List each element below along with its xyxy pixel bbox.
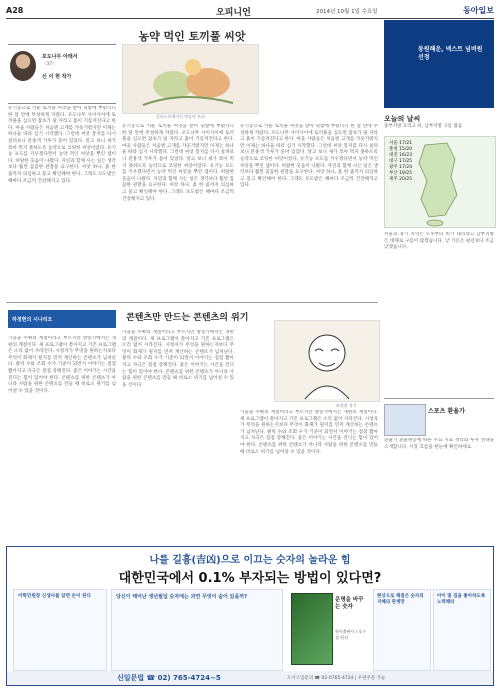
ad-box-3 <box>373 589 431 671</box>
city-item: 부산 19/25 <box>389 171 413 176</box>
eco-body: 환율가 환율변동에 따른 주요 지표 정리와 투자 전략을 소개합니다. 시장 흐름을 한눈에 확인하세요. <box>384 438 494 450</box>
weather-desc: 중부지방 흐리고 비, 남부지방 구름 많음 <box>384 124 463 129</box>
bottom-advertisement <box>6 546 494 686</box>
author-caption: 하정현 작가 <box>336 403 357 408</box>
column2-title: 콘텐츠만 만드는 콘텐츠의 위기 <box>126 313 249 323</box>
author-name: 신 이 현 작가 <box>42 74 72 80</box>
city-item: 춘천 15/20 <box>389 147 413 152</box>
date-line: 2014년 10월 1일 수요일 <box>316 9 378 15</box>
ad-footer <box>7 671 493 685</box>
ad-phone: 신일문법 ☎ 02) 765-4724~5 <box>117 674 221 682</box>
column1-title: 농약 먹인 토끼풀 씨앗 <box>138 30 246 43</box>
column1-body-col3: 유기농으로 키운 토끼풀 씨앗을 받아 뒷밭에 뿌렸더니 한 달 만에 무성하게 자랐다. 포도나무 사이사이에 토끼풀을 심으면 잡초가 덜 자라고 흙이 기름져진다고 한다. 마을 사람들은 처음엔 고개를 갸웃거렸지만 이제는 하나둘 따라 심기 시작했다. 그런데 씨앗 봉지를 다시 살펴보니 분홍색 가루가 묻어 있었다. 알고 보니 새가 쪼아 먹지 못하도록 농약으로 코팅한 씨앗이었다. 유기농 포도를 키우겠다면서 농약 먹인 씨앗을 뿌린 셈이다. 허탈한 웃음이 나왔다. 자연과 함께 사는 일은 생각보다 훨씬 꼼꼼한 관찰을 요구한다. 씨앗 하나, 흙 한 줌까지 의심하고 묻고 확인해야 한다. 그래도 포도밭은 해마다 조금씩 건강해지고 있다. <box>240 124 378 189</box>
ad-box-2 <box>111 589 283 671</box>
divider <box>6 302 378 303</box>
author-illustration <box>274 320 380 402</box>
eco-image <box>384 404 426 436</box>
city-item: 대전 16/23 <box>389 153 413 158</box>
eco-title: 스포츠 환율가 <box>428 408 465 415</box>
ad-box-4 <box>433 589 491 671</box>
book-title: 운명을 바꾸는 숫자 <box>335 597 364 610</box>
city-item: 제주 20/25 <box>389 177 413 182</box>
author-column-name: 포도나무 아래서 <box>42 54 78 60</box>
ad-box-1-title: 이학민원장 신생사를 알면 돈이 된다 <box>18 594 91 599</box>
page-number: A28 <box>6 6 24 15</box>
illustration <box>122 44 259 114</box>
book-author: 학이출판사 / 오수경 편저 <box>335 629 366 640</box>
weather-map <box>384 136 496 228</box>
newspaper-logo: 동아일보 <box>463 6 494 15</box>
ad-subhead: 대한민국에서 0.1% 부자되는 방법이 있다면? <box>118 571 382 586</box>
ad-note: 도서구입문의 ☎ 02-0765-4724 | 우편주문 가능 <box>287 676 386 681</box>
divider <box>384 398 494 399</box>
sidebar <box>384 20 494 540</box>
ad-box-4-title: 아이 및 집을 좋아하도록 노력해라 <box>437 594 486 605</box>
weather-body: 서울과 경기 지역은 오후부터 비가 내리겠고 남부지방은 대체로 구름이 많겠습니다. 낮 기온은 평년보다 조금 낮겠습니다. <box>384 232 494 251</box>
city-item: 광주 17/24 <box>389 165 413 170</box>
author-box <box>8 44 116 104</box>
city-list <box>389 141 412 183</box>
section-title: 오피니언 <box>216 8 251 18</box>
author-photo <box>10 51 36 81</box>
page-header <box>6 4 494 19</box>
column1-body-col2: 유기농으로 키운 토끼풀 씨앗을 받아 뒷밭에 뿌렸더니 한 달 만에 무성하게 자랐다. 포도나무 사이사이에 토끼풀을 심으면 잡초가 덜 자라고 흙이 기름져진다고 한다. 마을 사람들은 처음엔 고개를 갸웃거렸지만 이제는 하나둘 따라 심기 시작했다. 그런데 씨앗 봉지를 다시 살펴보니 분홍색 가루가 묻어 있었다. 알고 보니 새가 쪼아 먹지 못하도록 농약으로 코팅한 씨앗이었다. 유기농 포도를 키우겠다면서 농약 먹인 씨앗을 뿌린 셈이다. 허탈한 웃음이 나왔다. 자연과 함께 사는 일은 생각보다 훨씬 꼼꼼한 관찰을 요구한다. 씨앗 하나, 흙 한 줌까지 의심하고 묻고 확인해야 한다. 그래도 포도밭은 해마다 조금씩 건강해지고 있다. <box>122 124 234 202</box>
author-number: 〈37〉 <box>42 62 57 67</box>
main-content <box>6 20 378 540</box>
ad-box-3-title: 현상으로 해결은 숫자의 지혜의 관계망 <box>377 594 424 605</box>
ad-box-2-title: 당신이 태어난 생년월일 숫자에는 과연 무엇이 숨어 있을까? <box>116 594 248 600</box>
column2-tag-label: 하정현의 시나리오 <box>12 317 53 323</box>
sidebar-ad <box>384 20 494 108</box>
sidebar-ad-text: 동원해운, 넥스트 넘버원 선정 <box>418 46 483 61</box>
column2-body-col1: 가을을 수확의 계절이라고 부르지만 방송가에서는 개편의 계절이다. 새 프로그램이 쏟아지고 기존 프로그램은 소리 없이 사라진다. 시청자가 무엇을 원하는지보다 무엇이 화제가 될지를 먼저 계산하는 콘텐츠가 넘쳐난다. 클릭 수와 조회 수가 기준이 되면서 이야기는 점점 짧아지고 자극은 점점 강해진다. 좋은 이야기는 시간을 견디는 힘이 있어야 한다. 콘텐츠를 위한 콘텐츠가 아니라 사람을 위한 콘텐츠를 만들 때 비로소 위기를 넘어설 수 있을 것이다. <box>8 336 116 394</box>
photo-caption: 일러스트레이션 박승연 트리 <box>156 114 205 119</box>
ad-book <box>287 589 367 669</box>
column2-body-col2: 가을을 수확의 계절이라고 부르지만 방송가에서는 개편의 계절이다. 새 프로그램이 쏟아지고 기존 프로그램은 소리 없이 사라진다. 시청자가 무엇을 원하는지보다 무엇이 화제가 될지를 먼저 계산하는 콘텐츠가 넘쳐난다. 클릭 수와 조회 수가 기준이 되면서 이야기는 점점 짧아지고 자극은 점점 강해진다. 좋은 이야기는 시간을 견디는 힘이 있어야 한다. 콘텐츠를 위한 콘텐츠가 아니라 사람을 위한 콘텐츠를 만들 때 비로소 위기를 넘어설 수 있을 것이다. <box>122 330 234 388</box>
column2-tag <box>8 310 116 328</box>
ad-box-1 <box>13 589 107 671</box>
city-item: 대구 17/25 <box>389 159 413 164</box>
book-cover <box>291 593 333 665</box>
column1-body-col1: 유기농으로 키운 토끼풀 씨앗을 받아 뒷밭에 뿌렸더니 한 달 만에 무성하게 자랐다. 포도나무 사이사이에 토끼풀을 심으면 잡초가 덜 자라고 흙이 기름져진다고 한다. 마을 사람들은 처음엔 고개를 갸웃거렸지만 이제는 하나둘 따라 심기 시작했다. 그런데 씨앗 봉지를 다시 살펴보니 분홍색 가루가 묻어 있었다. 알고 보니 새가 쪼아 먹지 못하도록 농약으로 코팅한 씨앗이었다. 유기농 포도를 키우겠다면서 농약 먹인 씨앗을 뿌린 셈이다. 허탈한 웃음이 나왔다. 자연과 함께 사는 일은 생각보다 훨씬 꼼꼼한 관찰을 요구한다. 씨앗 하나, 흙 한 줌까지 의심하고 묻고 확인해야 한다. 그래도 포도밭은 해마다 조금씩 건강해지고 있다. <box>8 106 116 184</box>
column2-body-col3: 가을을 수확의 계절이라고 부르지만 방송가에서는 개편의 계절이다. 새 프로그램이 쏟아지고 기존 프로그램은 소리 없이 사라진다. 시청자가 무엇을 원하는지보다 무엇이 화제가 될지를 먼저 계산하는 콘텐츠가 넘쳐난다. 클릭 수와 조회 수가 기준이 되면서 이야기는 점점 짧아지고 자극은 점점 강해진다. 좋은 이야기는 시간을 견디는 힘이 있어야 한다. 콘텐츠를 위한 콘텐츠가 아니라 사람을 위한 콘텐츠를 만들 때 비로소 위기를 넘어설 수 있을 것이다. <box>240 410 378 455</box>
city-item: 서울 17/21 <box>389 141 413 146</box>
weather-title: 오늘의 날씨 <box>384 115 421 123</box>
ad-headline: 나를 길흉(吉凶)으로 이끄는 숫자의 놀라운 힘 <box>149 555 351 566</box>
